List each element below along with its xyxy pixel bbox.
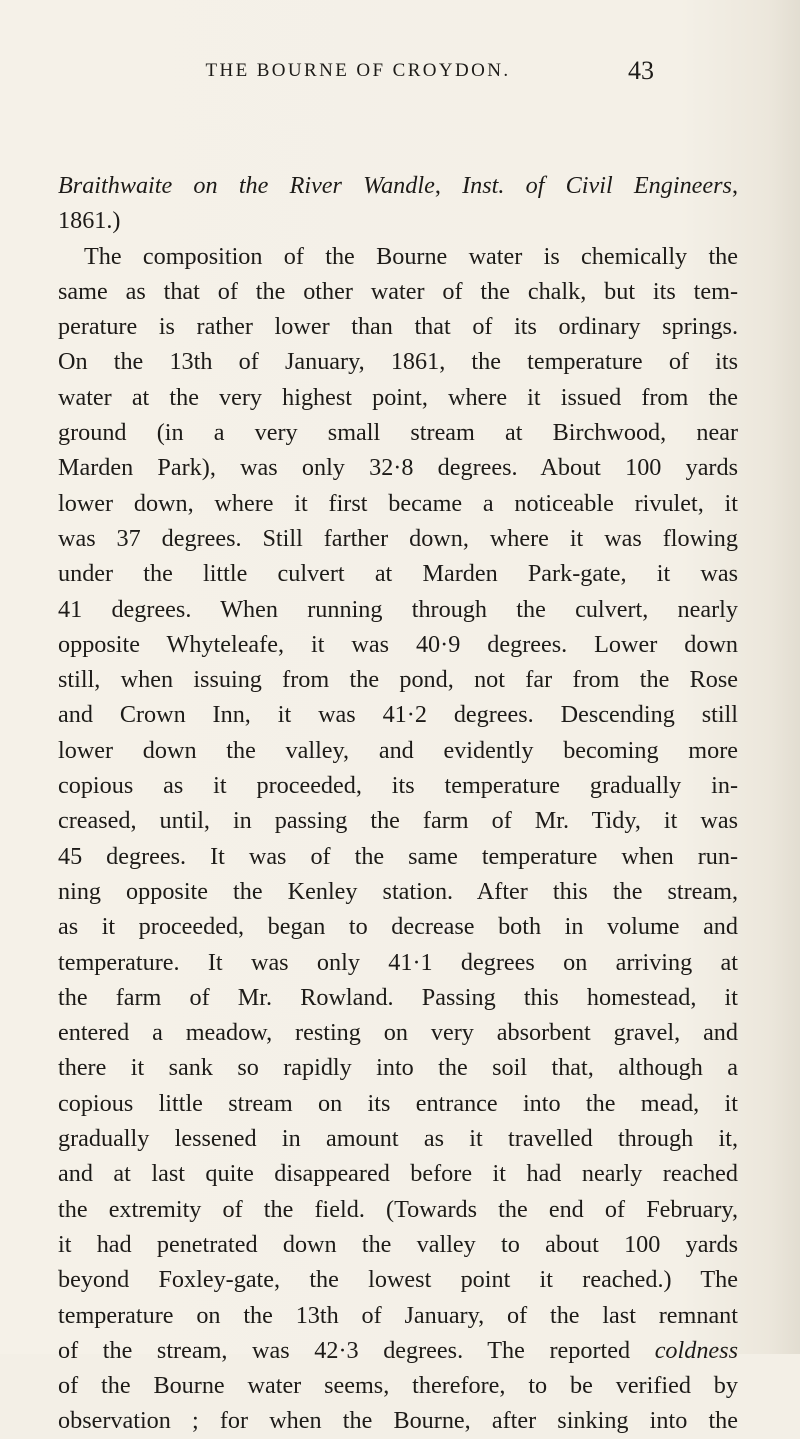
text-run: ground (in a very small stream at Birchwood, near <box>58 419 738 447</box>
text-line <box>58 1050 738 1085</box>
text-run: 45 degrees. It was of the same temperature when run- <box>58 842 738 870</box>
text-run: 41 degrees. When running through the culvert, nearly <box>58 595 738 623</box>
text-run: copious as it proceeded, its temperature gradually in- <box>58 772 738 800</box>
text-line <box>58 733 738 768</box>
text-line <box>58 1121 738 1156</box>
italic-text: Braithwaite on the River Wandle <box>58 172 435 199</box>
text-run: lower down the valley, and evidently becoming more <box>58 736 738 764</box>
text-line <box>58 450 738 485</box>
text-run: On the 13th of January, 1861, the temperature of its <box>58 348 738 376</box>
text-line <box>58 309 738 344</box>
text-line <box>58 909 738 944</box>
text-run: it had penetrated down the valley to about 100 yards <box>58 1230 738 1258</box>
text-line <box>58 1086 738 1121</box>
text-run: of the Bourne water seems, therefore, to be verified by <box>58 1372 738 1400</box>
body-text <box>58 168 738 1439</box>
text-line <box>58 980 738 1015</box>
page-number: 43 <box>628 56 654 85</box>
running-head: THE BOURNE OF CROYDON. <box>205 60 511 81</box>
text-line <box>58 697 738 732</box>
text-run: under the little culvert at Marden Park-gate, it was <box>58 560 738 588</box>
text-line <box>58 1298 738 1333</box>
text-run: temperature on the 13th of January, of the last remnant <box>58 1301 738 1329</box>
italic-text: coldness <box>654 1336 738 1364</box>
text-line <box>58 627 738 662</box>
text-run: beyond Foxley-gate, the lowest point it reached.) The <box>58 1266 738 1294</box>
text-run: creased, until, in passing the farm of Mr. Tidy, it was <box>58 807 738 835</box>
text-run: perature is rather lower than that of its ordinary springs. <box>58 313 738 341</box>
text-line <box>58 1015 738 1050</box>
text-line <box>58 415 738 450</box>
text-run: of the stream, was 42·3 degrees. The reported <box>58 1336 655 1364</box>
text-line <box>58 239 738 274</box>
text-line <box>58 1192 738 1227</box>
text-run: and at last quite disappeared before it had nearly reached <box>58 1160 738 1188</box>
text-line <box>58 521 738 556</box>
text-line <box>58 803 738 838</box>
text-line <box>58 486 738 521</box>
text-run: gradually lessened in amount as it travelled through it, <box>58 1125 738 1153</box>
text-line <box>58 1333 738 1368</box>
text-line <box>58 1368 738 1403</box>
text-line <box>58 839 738 874</box>
text-run: lower down, where it first became a noticeable rivulet, it <box>58 489 738 517</box>
text-run: entered a meadow, resting on very absorbent gravel, and <box>58 1019 738 1047</box>
text-run: observation ; for when the Bourne, after sinking into the <box>58 1407 738 1435</box>
text-run: there it sank so rapidly into the soil that, although a <box>58 1054 738 1082</box>
text-line <box>58 592 738 627</box>
text-line <box>58 556 738 591</box>
text-run: the extremity of the field. (Towards the end of February, <box>58 1195 738 1223</box>
text-line <box>58 874 738 909</box>
text-line <box>58 274 738 309</box>
page-header <box>0 56 800 100</box>
text-run: was 37 degrees. Still farther down, where it was flowing <box>58 524 738 552</box>
text-run: The composition of the Bourne water is chemically the <box>84 242 738 270</box>
text-run: opposite Whyteleafe, it was 40·9 degrees. Lower down <box>58 630 738 658</box>
text-run: and Crown Inn, it was 41·2 degrees. Descending still <box>58 701 738 729</box>
text-line <box>58 1262 738 1297</box>
text-line <box>58 380 738 415</box>
text-run: , <box>731 172 739 199</box>
text-line <box>58 945 738 980</box>
text-run: as it proceeded, began to decrease both in volume and <box>58 913 738 941</box>
text-run: water at the very highest point, where it issued from the <box>58 383 738 411</box>
text-line <box>58 344 738 379</box>
italic-text: Inst. of Civil Engineers <box>462 172 732 199</box>
text-line <box>58 768 738 803</box>
text-run: ning opposite the Kenley station. After this the stream, <box>58 877 738 905</box>
text-run: temperature. It was only 41·1 degrees on arriving at <box>58 948 738 976</box>
text-line <box>58 203 738 238</box>
text-run: same as that of the other water of the chalk, but its tem- <box>58 277 738 305</box>
text-line <box>58 1227 738 1262</box>
text-run: , <box>434 172 463 199</box>
text-run: 1861.) <box>58 207 121 235</box>
text-run: still, when issuing from the pond, not far from the Rose <box>58 666 738 694</box>
text-line <box>58 1403 738 1438</box>
text-line <box>58 662 738 697</box>
text-run: copious little stream on its entrance into the mead, it <box>58 1089 738 1117</box>
text-line <box>58 168 738 203</box>
text-run: Marden Park), was only 32·8 degrees. About 100 yards <box>58 454 738 482</box>
text-run: the farm of Mr. Rowland. Passing this homestead, it <box>58 983 738 1011</box>
text-line <box>58 1156 738 1191</box>
